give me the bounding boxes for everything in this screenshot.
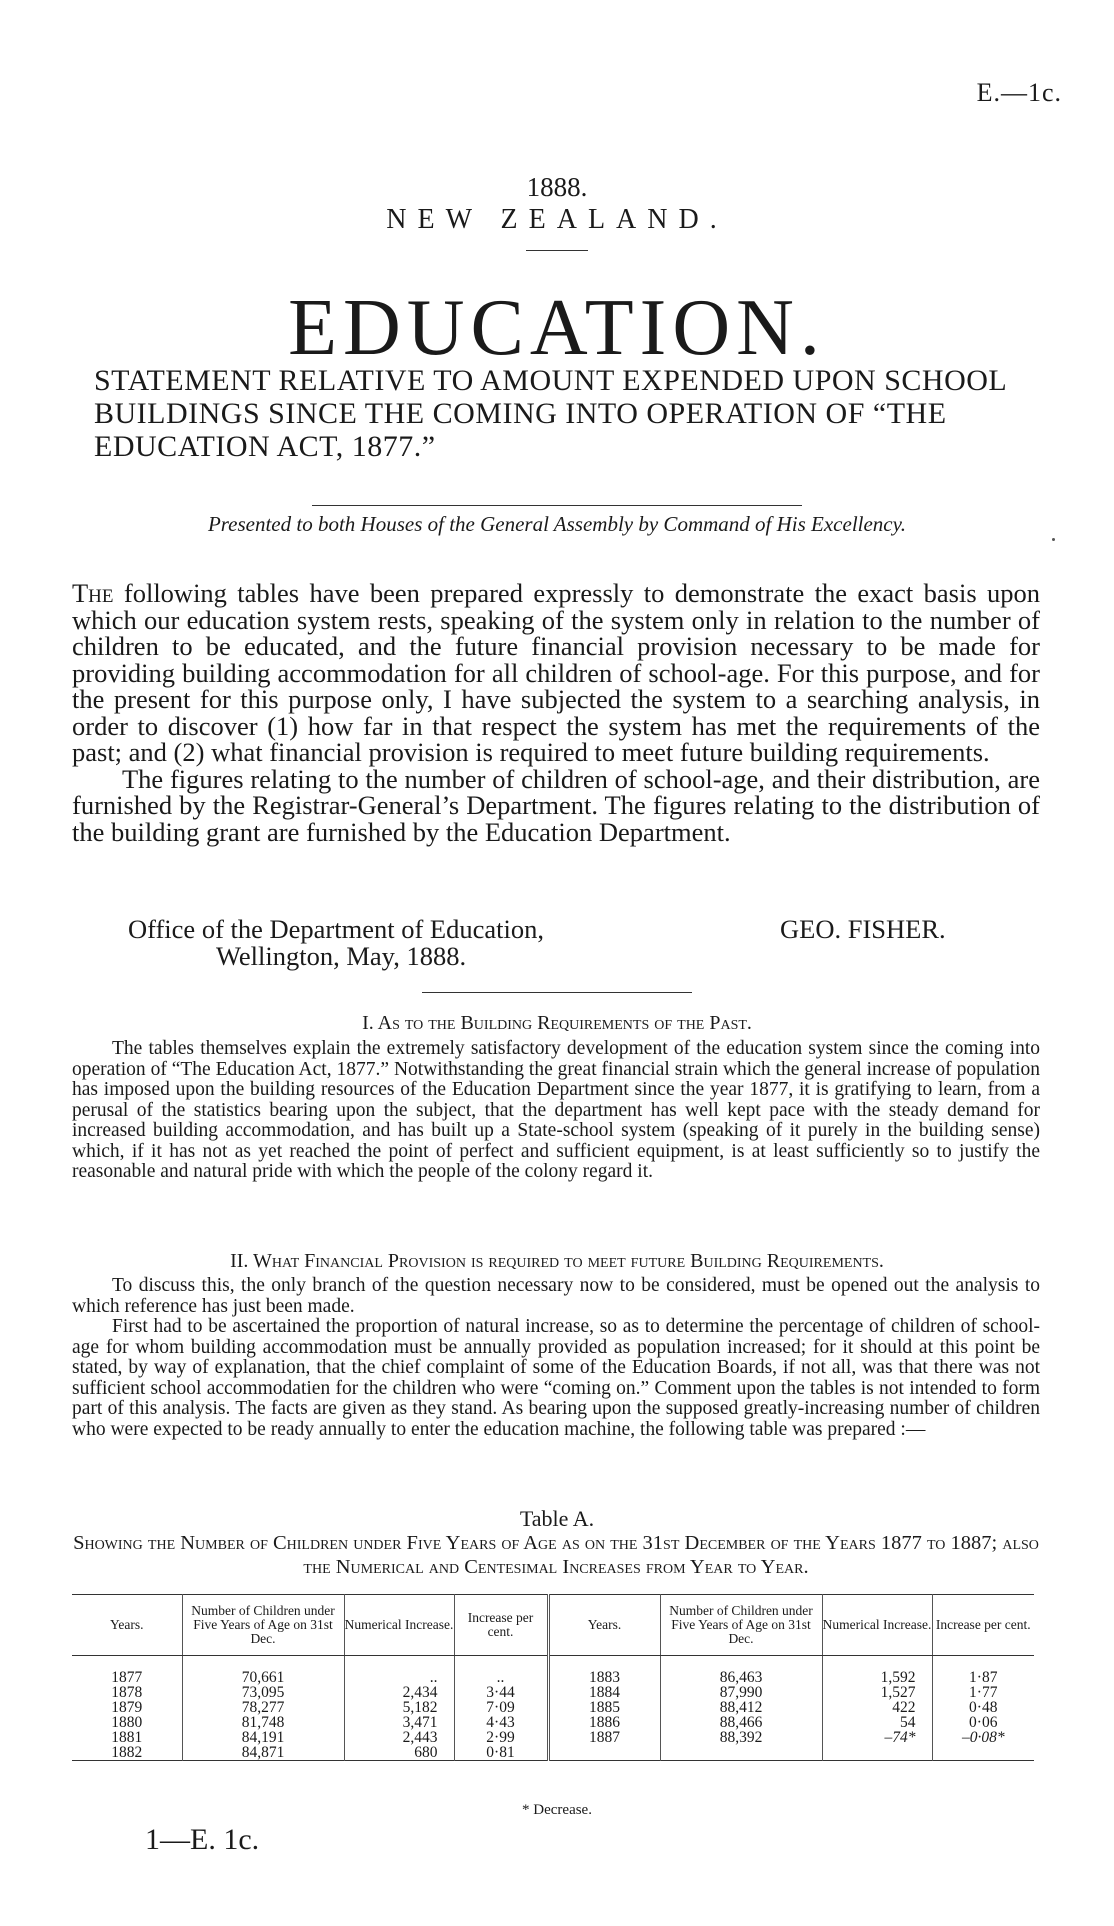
cell-year: 1877 [111,1669,143,1686]
header-numerical: Numerical Increase. [822,1595,932,1656]
cell-children: 81,748 [182,1715,344,1730]
table-caption: Showing the Number of Children under Five Years of Age as on the 31st December of the Years 1877 to 1887; also the Numerical and Centesimal Increases from Year to Year. [73,1532,1039,1578]
table-footnote: * Decrease. [522,1802,592,1818]
cell-percent [932,1745,1034,1761]
signature: GEO. FISHER. [780,914,946,944]
header-children: Number of Children under Five Years of Age on 31st Dec. [660,1595,822,1656]
intro-paragraph-2: The figures relating to the number of children of school-age, and their distribution, are furnished by the Registrar-General’s Department. The figures relating to the distribution of the building grant are furnished by the Education Department. [72,763,1040,847]
cell-increase: 1,592 [822,1656,932,1686]
cell-percent: 2·99 [454,1730,548,1745]
cell-increase: 422 [822,1700,932,1715]
cell-increase: 3,471 [344,1715,454,1730]
section-2-heading: II. What Financial Provision is required to meet future Building Requirements. [230,1250,884,1272]
intro-text-1: following tables have been prepared expressly to demonstrate the exact basis upon which our education system rests, speaking of the system only in relation to the number of children to be educated, and the future financial provision necessary to be made for providing building accommodation for all children of school-age. For this purpose, and for the present for this purpose only, I have subjected the system to a searching analysis, in order to discover (1) how far in that respect the system has met the requirements of the past; and (2) what financial provision is required to meet future building requirements. [72,578,1040,767]
page-number: 1—E. 1c. [145,1823,260,1856]
intro-paragraph-1 [72,580,1040,766]
cell-percent: .. [454,1656,548,1686]
cell-children: 73,095 [182,1685,344,1700]
section-2-body [72,1276,1040,1440]
page-title: EDUCATION. [288,284,826,372]
table-header-row [72,1595,1034,1656]
cell-year: 1880 [111,1714,143,1731]
cell-children: 87,990 [660,1685,822,1700]
cell-year: 1884 [548,1685,660,1700]
divider [422,992,692,993]
cell-percent: 4·43 [454,1715,548,1730]
place-date: Wellington, May, 1888. [216,941,467,971]
cell-year: 1883 [548,1656,660,1686]
header-percent: Increase per cent. [932,1595,1034,1656]
header-years: Years. [548,1595,660,1656]
cell-year: 1885 [548,1700,660,1715]
section-2-paragraph-1: To discuss this, the only branch of the question necessary now to be considered, must be opened out the analysis to which reference has just been made. [72,1275,1040,1317]
cell-percent: 0·06 [932,1715,1034,1730]
presentation-line: Presented to both Houses of the General Assembly by Command of His Excellency. [207,512,907,536]
cell-year: 1882 [111,1744,143,1761]
table-row [72,1715,1034,1730]
cell-increase: 54 [822,1715,932,1730]
cell-children: 84,871 [182,1745,344,1761]
cell-increase: 2,443 [344,1730,454,1745]
cell-increase: 1,527 [822,1685,932,1700]
children-table [72,1594,1034,1761]
cell-children: 88,392 [660,1730,822,1745]
cell-increase: 5,182 [344,1700,454,1715]
document-subtitle: STATEMENT RELATIVE TO AMOUNT EXPENDED UPON SCHOOL BUILDINGS SINCE THE COMING INTO OPERATION OF “THE EDUCATION ACT, 1877.” [94,364,1007,463]
drop-word: The [72,578,114,608]
cell-increase: 680 [344,1745,454,1761]
document-reference: E.—1c. [976,78,1062,107]
cell-children: 88,412 [660,1700,822,1715]
table-row [72,1656,1034,1686]
cell-children: 70,661 [182,1656,344,1686]
section-1-body [72,1039,1040,1183]
table-row [72,1685,1034,1700]
country-heading: NEW ZEALAND. [386,204,728,235]
cell-year: 1878 [111,1684,143,1701]
cell-percent: –0·08* [932,1730,1034,1745]
table-row [72,1700,1034,1715]
divider [312,505,802,506]
cell-increase [822,1745,932,1761]
cell-year: 1887 [548,1730,660,1745]
table-row [72,1745,1034,1761]
cell-year: 1879 [111,1699,143,1716]
introduction [72,580,1040,845]
section-1-paragraph: The tables themselves explain the extremely satisfactory development of the education system since the coming into operation of “The Education Act, 1877.” Notwithstanding the great financial strain which the general increase of population has imposed upon the building resources of the Education Department since the year 1877, it is gratifying to learn, from a perusal of the statistics bearing upon the subject, that the department has well kept pace with the steady demand for increased building accommodation, and has built up a State-school system (speaking of it purely in the building sense) which, if it has not as yet reached the point of perfect and sufficient equipment, is at least sufficiently so to justify the reasonable and natural pride with which the people of the colony regard it. [72,1038,1040,1182]
header-children: Number of Children under Five Years of Age on 31st Dec. [182,1595,344,1656]
cell-percent: 3·44 [454,1685,548,1700]
header-numerical: Numerical Increase. [344,1595,454,1656]
cell-increase: 2,434 [344,1685,454,1700]
cell-children [660,1745,822,1761]
cell-year [548,1745,660,1761]
divider [526,250,588,251]
print-mark [1052,538,1055,541]
cell-percent: 0·81 [454,1745,548,1761]
cell-increase: .. [344,1656,454,1686]
cell-children: 86,463 [660,1656,822,1686]
cell-percent: 0·48 [932,1700,1034,1715]
cell-children: 88,466 [660,1715,822,1730]
header-years: Years. [72,1595,182,1656]
section-2-paragraph-2: First had to be ascertained the proportion of natural increase, so as to determine the percentage of children of school-age for whom building accommodation must be annually provided as population increased; for it should at this point be stated, by way of explanation, that the chief complaint of some of the Education Boards, if not all, was that there was not sufficient school accommodatien for the children who were “coming on.” Comment upon the tables is not intended to form part of this analysis. The facts are given as they stand. As bearing upon the supposed greatly-increasing number of children who were expected to be ready annually to enter the education machine, the following table was prepared :— [72,1316,1040,1440]
header-percent: Increase per cent. [454,1595,548,1656]
table-title: Table A. [519,1506,595,1531]
cell-children: 84,191 [182,1730,344,1745]
cell-percent: 1·77 [932,1685,1034,1700]
office-line: Office of the Department of Education, [128,914,544,944]
document-year: 1888. [526,172,588,202]
cell-percent: 1·87 [932,1656,1034,1686]
cell-percent: 7·09 [454,1700,548,1715]
cell-children: 78,277 [182,1700,344,1715]
section-1-heading: I. As to the Building Requirements of the Past. [362,1012,752,1034]
cell-year: 1886 [548,1715,660,1730]
cell-year: 1881 [111,1729,143,1746]
table-row [72,1730,1034,1745]
cell-increase: –74* [822,1730,932,1745]
